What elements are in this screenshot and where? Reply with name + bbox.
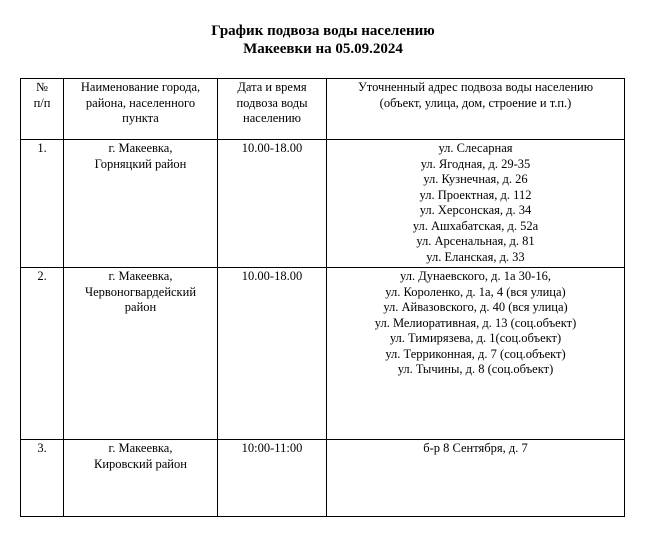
address-line: ул. Терриконная, д. 7 (соц.объект) xyxy=(385,346,566,361)
header-text: населению xyxy=(243,111,301,125)
cell-number: 2. xyxy=(21,268,64,440)
header-text: Дата и время xyxy=(237,80,307,94)
document-title xyxy=(0,22,646,58)
cell-city xyxy=(64,268,218,440)
cell-addresses xyxy=(327,268,625,440)
table-row xyxy=(21,140,625,268)
cell-city xyxy=(64,440,218,517)
cell-time: 10.00-18.00 xyxy=(218,140,327,268)
header-address xyxy=(327,79,625,140)
header-text: п/п xyxy=(33,95,51,110)
city-line: г. Макеевка, xyxy=(108,141,173,155)
address-line: ул. Херсонская, д. 34 xyxy=(419,203,532,217)
address-line: ул. Проектная, д. 112 xyxy=(419,187,532,202)
address-line: ул. Дунаевского, д. 1а 30-16, xyxy=(400,269,551,283)
title-line-1: График подвоза воды населению xyxy=(211,23,435,39)
header-text: Наименование города, xyxy=(80,80,201,94)
water-delivery-table xyxy=(20,78,625,517)
address-line: ул. Еланская, д. 33 xyxy=(426,249,525,264)
title-line-2: Макеевки на 05.09.2024 xyxy=(243,41,403,57)
table-row xyxy=(21,440,625,517)
table-row xyxy=(21,268,625,440)
address-line: ул. Мелиоративная, д. 13 (соц.объект) xyxy=(374,315,577,330)
header-text: подвоза воды xyxy=(236,95,308,110)
address-line: ул. Арсенальная, д. 81 xyxy=(416,234,535,248)
address-line: ул. Кузнечная, д. 26 xyxy=(423,172,528,186)
header-text: пункта xyxy=(122,111,159,125)
address-line: ул. Айвазовского, д. 40 (вся улица) xyxy=(383,300,568,314)
city-line: Червоногвардейский xyxy=(84,284,197,299)
address-line: б-р 8 Сентября, д. 7 xyxy=(423,441,528,455)
address-line: ул. Ашхабатская, д. 52а xyxy=(412,218,539,233)
header-text: № xyxy=(36,80,48,94)
cell-number: 3. xyxy=(21,440,64,517)
address-line: ул. Короленко, д. 1а, 4 (вся улица) xyxy=(385,284,566,299)
address-line: ул. Тимирязева, д. 1(соц.объект) xyxy=(389,331,562,345)
header-text: (объект, улица, дом, строение и т.п.) xyxy=(379,95,572,110)
header-time xyxy=(218,79,327,140)
table-header-row xyxy=(21,79,625,140)
header-city xyxy=(64,79,218,140)
city-line: Кировский район xyxy=(94,456,187,471)
cell-time: 10:00-11:00 xyxy=(218,440,327,517)
header-text: Уточненный адрес подвоза воды населению xyxy=(357,80,594,94)
header-text: района, населенного xyxy=(85,95,196,110)
address-line: ул. Слесарная xyxy=(438,141,513,155)
cell-time: 10.00-18.00 xyxy=(218,268,327,440)
cell-addresses xyxy=(327,140,625,268)
cell-addresses xyxy=(327,440,625,517)
address-line: ул. Тычины, д. 8 (соц.объект) xyxy=(397,362,554,376)
cell-number: 1. xyxy=(21,140,64,268)
address-line: ул. Ягодная, д. 29-35 xyxy=(420,156,531,171)
cell-city xyxy=(64,140,218,268)
city-line: г. Макеевка, xyxy=(108,441,173,455)
city-line: район xyxy=(124,300,157,314)
city-line: г. Макеевка, xyxy=(108,269,173,283)
header-number xyxy=(21,79,64,140)
city-line: Горняцкий район xyxy=(94,156,187,171)
